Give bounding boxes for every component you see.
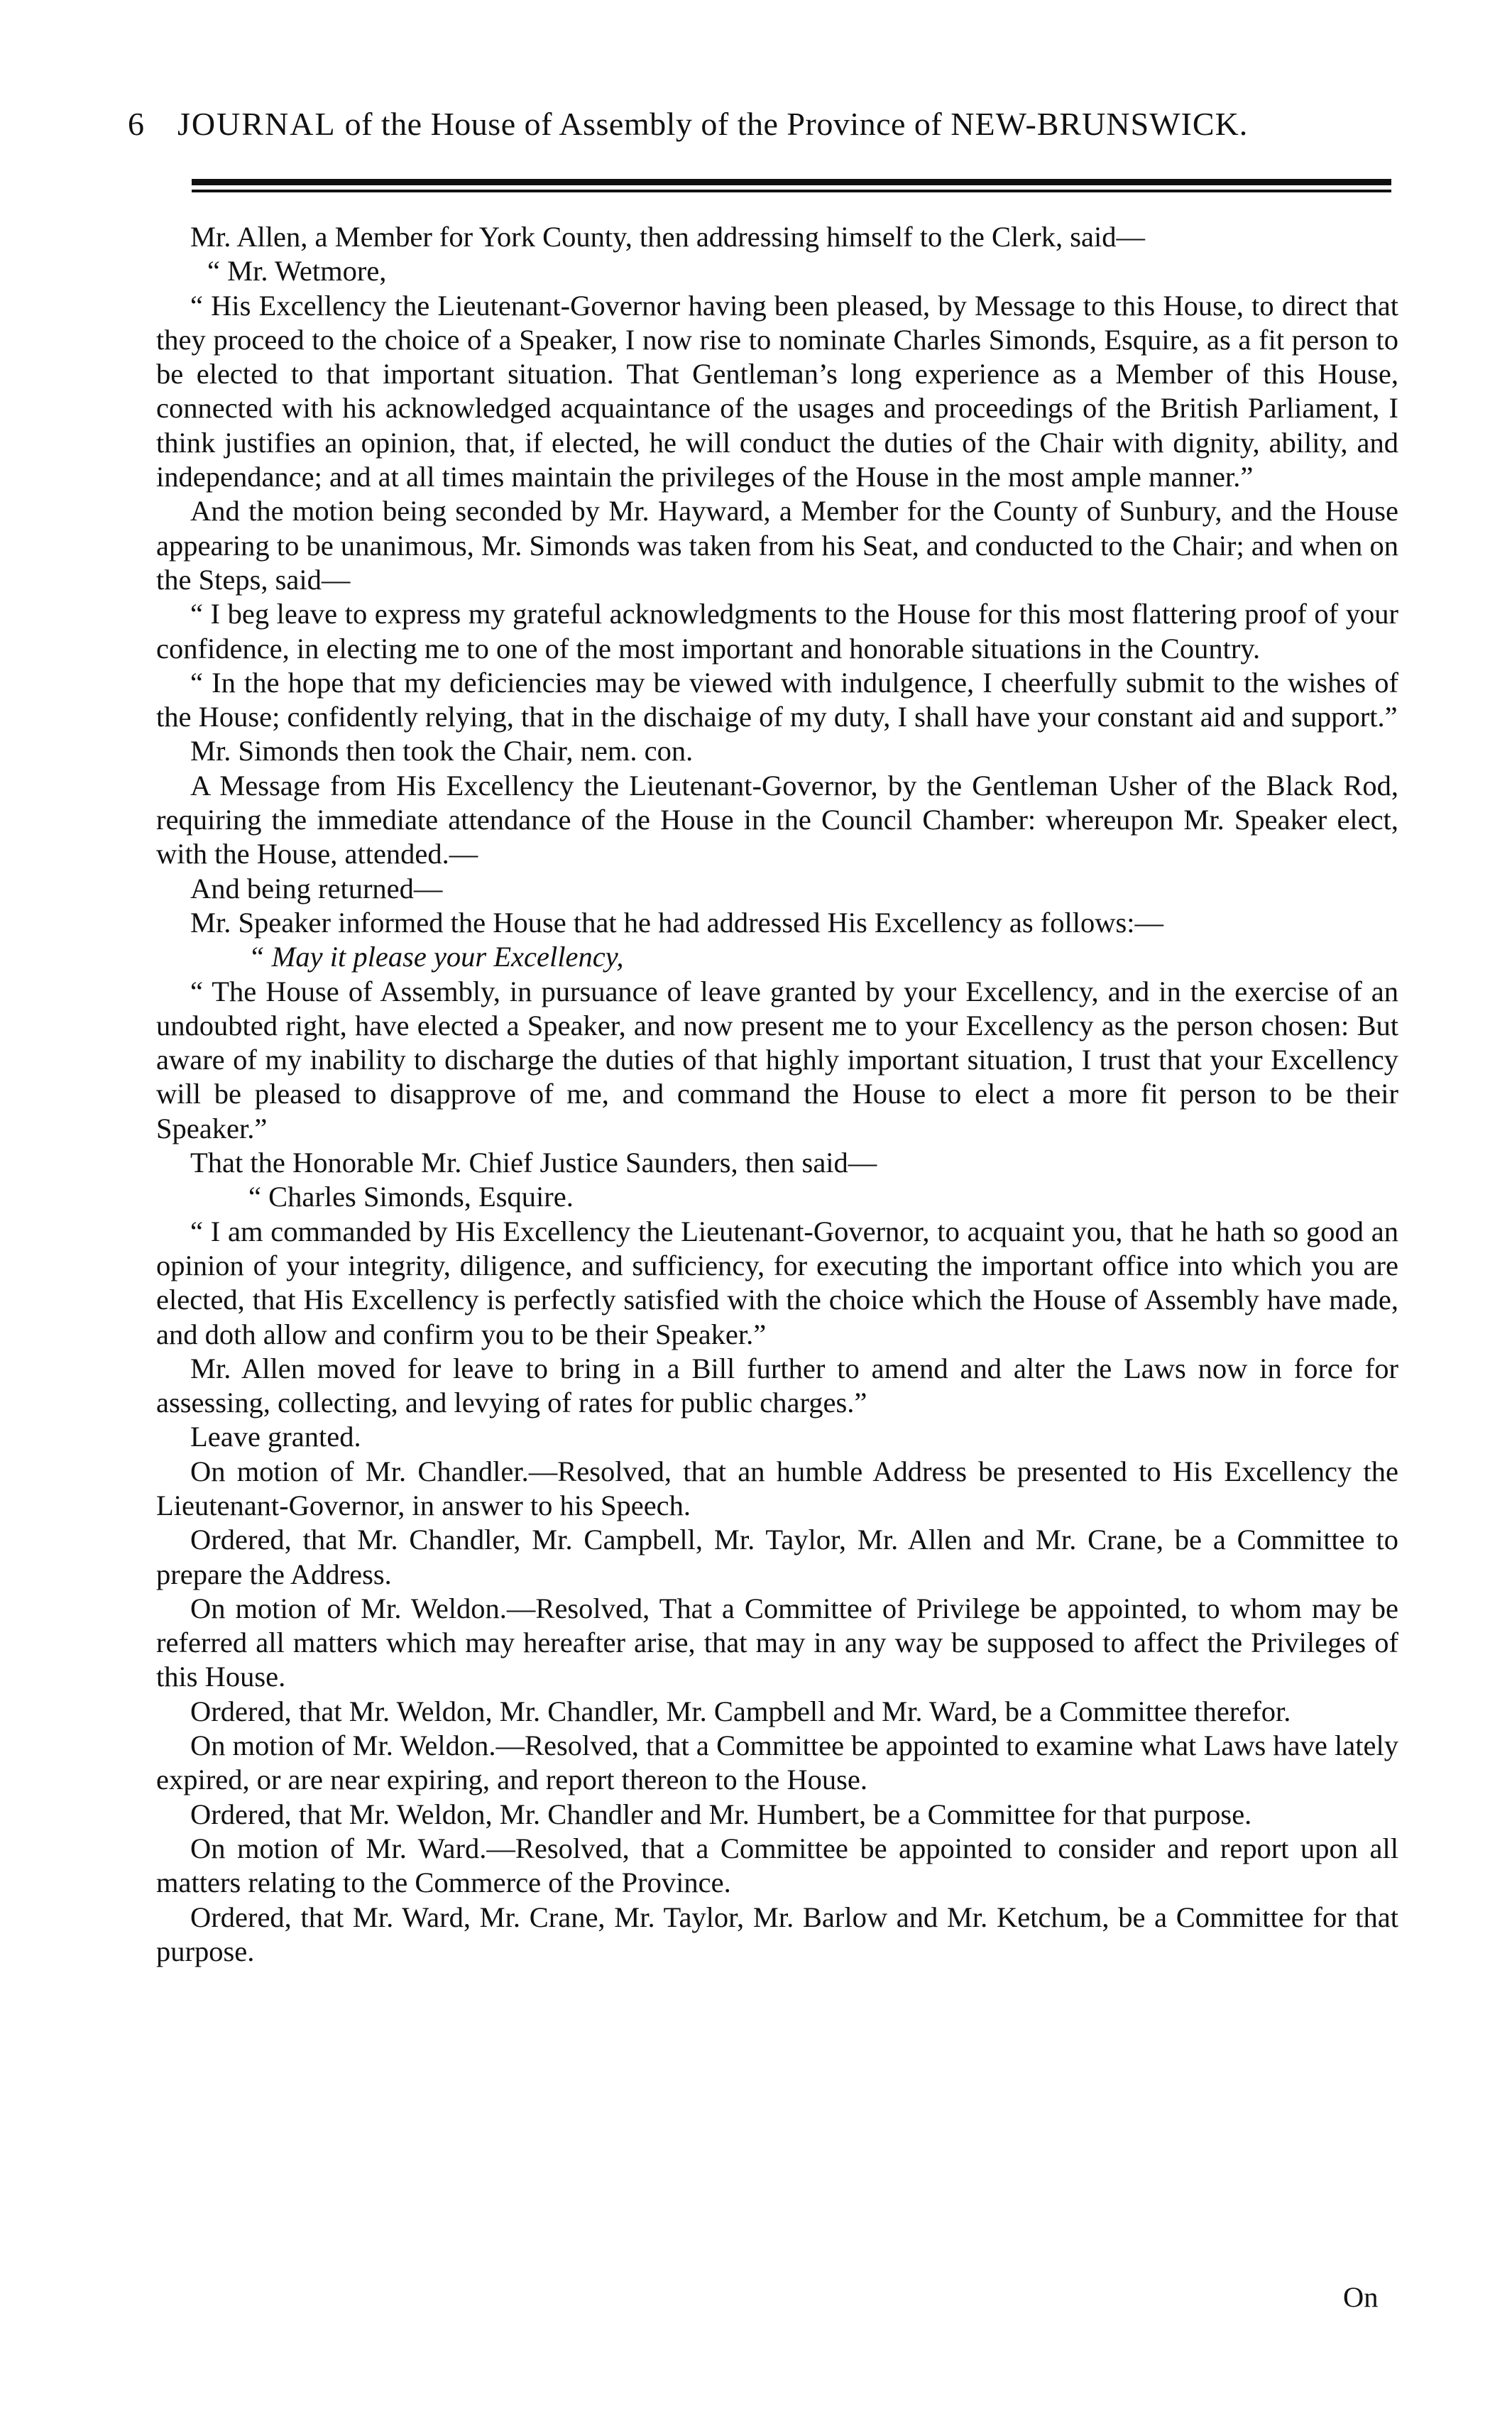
paragraph-charles-simonds: “ Charles Simonds, Esquire. <box>248 1181 574 1213</box>
paragraph-chandler-address-motion: On motion of Mr. Chandler.—Resolved, that an humble Address be presented to His Excellency the Lieutenant-Governor, in answer to his Speech. <box>156 1455 1398 1521</box>
paragraph-salutation-wetmore: “ Mr. Wetmore, <box>207 255 387 288</box>
paragraph-expired-laws-committee: Ordered, that Mr. Weldon, Mr. Chandler and Mr. Humbert, be a Committee for that purpose. <box>190 1798 1252 1830</box>
paragraph-nomination-speech: “ His Excellency the Lieutenant-Governor having been pleased, by Message to this House, to direct that they proceed to the choice of a Speaker, I now rise to nominate Charles Simonds, Esquire, as a fit person to be elected to that important situation. That Gentleman’s long experience as a Member of this House, connected with his acknowledged acquaintance of the usages and proceedings of the British Parliament, I think justifies an opinion, that, if elected, he will conduct the duties of the Chair with dignity, ability, and independance; and at all times maintain the privileges of the House in the most ample manner.” <box>156 289 1398 493</box>
paragraph-may-it-please: “ May it please your Excellency, <box>248 941 624 973</box>
paragraph-allen-addresses-clerk: Mr. Allen, a Member for York County, then addressing himself to the Clerk, said— <box>190 221 1145 253</box>
header-journal-word: JOURNAL <box>177 106 336 142</box>
paragraph-speaker-thanks: “ I beg leave to express my grateful acknowledgments to the House for this most flattering proof of your confidence, in electing me to one of the most important and honorable situations in the Country. <box>156 598 1398 665</box>
paragraph-being-returned: And being returned— <box>190 872 443 904</box>
paragraph-commerce-motion: On motion of Mr. Ward.—Resolved, that a Committee be appointed to consider and report upon all matters relating to the Commerce of the Province. <box>156 1832 1398 1899</box>
paragraph-house-of-assembly-address: “ The House of Assembly, in pursuance of leave granted by your Excellency, and in the exercise of an undoubted right, have elected a Speaker, and now present me to your Excellency as the person chosen: But aware of my inability to discharge the duties of that highly important situation, I trust that your Excellency will be pleased to disapprove of me, and command the House to elect a more fit person to be their Speaker.” <box>156 975 1398 1144</box>
header-rule-thick <box>192 179 1391 185</box>
paragraph-chief-justice-said: That the Honorable Mr. Chief Justice Saunders, then said— <box>190 1147 877 1179</box>
paragraph-expired-laws-motion: On motion of Mr. Weldon.—Resolved, that a Committee be appointed to examine what Laws have lately expired, or are near expiring, and report thereon to the House. <box>156 1729 1398 1796</box>
paragraph-privilege-motion: On motion of Mr. Weldon.—Resolved, That a Committee of Privilege be appointed, to whom may be referred all matters which may hereafter arise, that may in any way be supposed to affect the Privileges of this House. <box>156 1592 1398 1693</box>
paragraph-address-committee: Ordered, that Mr. Chandler, Mr. Campbell, Mr. Taylor, Mr. Allen and Mr. Crane, be a Committee to prepare the Address. <box>156 1524 1398 1590</box>
journal-body <box>156 220 1398 1969</box>
paragraph-commanded-reply: “ I am commanded by His Excellency the Lieutenant-Governor, to acquaint you, that he hath so good an opinion of your integrity, diligence, and sufficiency, for executing the important office into which you are elected, that His Excellency is perfectly satisfied with the choice which the House of Assembly have made, and doth allow and confirm you to be their Speaker.” <box>156 1215 1398 1350</box>
paragraph-speaker-hope: “ In the hope that my deficiencies may be viewed with indulgence, I cheerfully submit to the wishes of the House; confidently relying, that in the dischaige of my duty, I shall have your constant aid and support.” <box>156 666 1398 733</box>
catchword: On <box>1343 2281 1379 2313</box>
paragraph-took-chair: Mr. Simonds then took the Chair, nem. con. <box>190 735 694 767</box>
paragraph-leave-granted: Leave granted. <box>190 1421 361 1453</box>
header-middle-text: of the House of Assembly of the Province of <box>344 106 943 142</box>
paragraph-privilege-committee: Ordered, that Mr. Weldon, Mr. Chandler, Mr. Campbell and Mr. Ward, be a Committee therefor. <box>190 1695 1291 1727</box>
paragraph-commerce-committee: Ordered, that Mr. Ward, Mr. Crane, Mr. Taylor, Mr. Barlow and Mr. Ketchum, be a Committee for that purpose. <box>156 1901 1398 1967</box>
header-rule-thin <box>192 190 1391 192</box>
paragraph-allen-moved-bill: Mr. Allen moved for leave to bring in a Bill further to amend and alter the Laws now in force for assessing, collecting, and levying of rates for public charges.” <box>156 1352 1398 1419</box>
header-rule <box>192 177 1391 199</box>
paragraph-black-rod-message: A Message from His Excellency the Lieutenant-Governor, by the Gentleman Usher of the Black Rod, requiring the immediate attendance of the House in the Council Chamber: whereupon Mr. Speaker elect, with the House, attended.— <box>156 769 1398 870</box>
header-province: NEW-BRUNSWICK. <box>951 106 1249 142</box>
paragraph-speaker-informed: Mr. Speaker informed the House that he had addressed His Excellency as follows:— <box>190 906 1164 939</box>
page-number: 6 <box>128 106 145 142</box>
paragraph-motion-seconded: And the motion being seconded by Mr. Hayward, a Member for the County of Sunbury, and the House appearing to be unanimous, Mr. Simonds was taken from his Seat, and conducted to the Chair; and when on the Steps, said— <box>156 495 1398 596</box>
running-header <box>128 99 1391 149</box>
